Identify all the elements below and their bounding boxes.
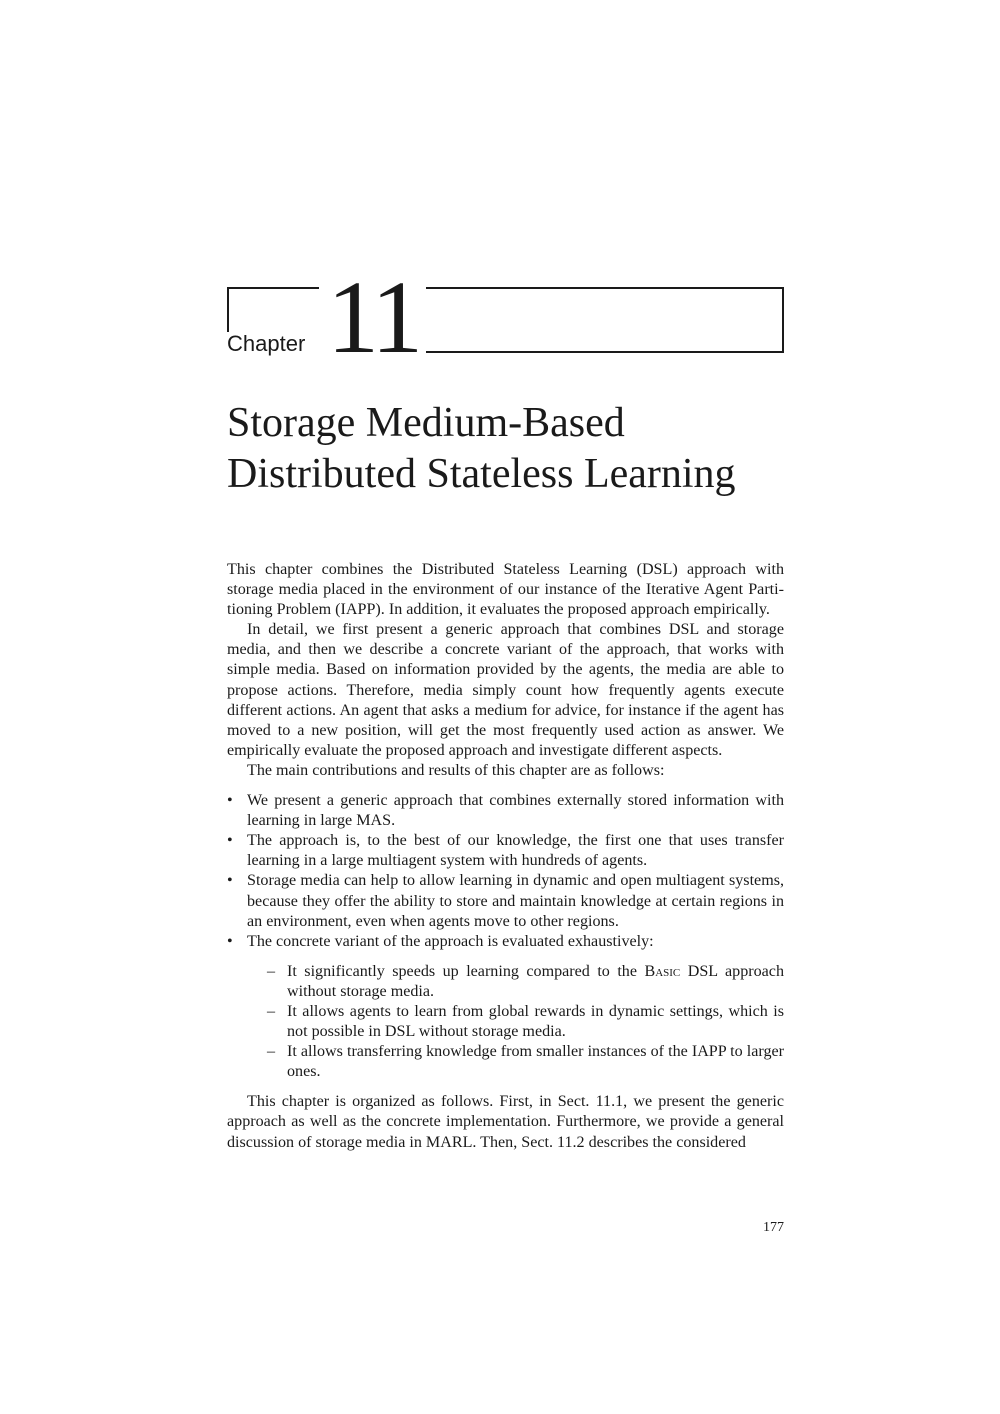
dash-mark: – xyxy=(267,1043,276,1061)
dash-mark: – xyxy=(267,962,276,980)
list-item-text: Storage media can help to allow learning in dynamic and open multiagent systems, because they offer the ability to store and maintain knowledge at certain regions in an environment, even when agents move to other regions. xyxy=(247,872,784,930)
sublist-item-text-start: It significantly speeds up learning compared to the xyxy=(287,962,645,980)
chapter-number: 11 xyxy=(327,260,420,375)
chapter-left-bracket xyxy=(227,287,319,332)
evaluation-sublist xyxy=(267,962,784,1083)
chapter-title-line-1: Storage Medium-Based xyxy=(227,400,625,446)
intro-paragraph: This chapter combines the Distributed Stateless Learning (DSL) approach with storage media placed in the environment of our instance of the Iterative Agent Partitioning Problem (IAPP). In addition, it evaluates the proposed approach empirically. xyxy=(227,561,784,619)
list-item-text: We present a generic approach that combines externally stored information with learning in large MAS. xyxy=(247,792,784,830)
list-item-text: The concrete variant of the approach is evaluated exhaustively: xyxy=(247,932,654,950)
page-number: 177 xyxy=(763,1220,784,1235)
basic-smallcaps: Basic xyxy=(644,962,681,980)
list-item xyxy=(227,871,784,931)
sublist-item-text: It allows transferring knowledge from smaller instances of the IAPP to larger ones. xyxy=(287,1043,784,1081)
list-item xyxy=(227,932,784,1083)
organization-paragraph: This chapter is organized as follows. First, in Sect. 11.1, we present the generic approach as well as the concrete implementation. Furthermore, we provide a general discussion of storage media in MARL. Then, Sect. 11.2 describes the considered xyxy=(227,1093,784,1151)
contributions-intro: The main contributions and results of this chapter are as follows: xyxy=(247,761,665,779)
list-item xyxy=(227,791,784,831)
sublist-item-text-end: DSL approach without storage media. xyxy=(287,962,784,1000)
bullet-mark: • xyxy=(227,932,233,950)
contributions-list xyxy=(227,791,784,1082)
sublist-item-text: It allows agents to learn from global rewards in dynamic settings, which is not possible in DSL without storage media. xyxy=(287,1002,784,1041)
bullet-mark: • xyxy=(227,872,233,890)
list-item xyxy=(227,831,784,871)
sublist-item xyxy=(267,1002,784,1042)
detail-paragraph: In detail, we first present a generic approach that combines DSL and storage media, and then we describe a concrete variant of the approach, that works with simple media. Based on information provided by the agents, the media are able to propose actions. Therefore, media simply count how frequently agents execute different actions. An agent that asks a medium for advice, for instance if the agent has moved to a new position, will get the most frequently used action as answer. We empirically evaluate the proposed approach and investigate different aspects. xyxy=(227,621,784,759)
chapter-label: Chapter xyxy=(227,331,306,356)
dash-mark: – xyxy=(267,1002,276,1020)
sublist-item xyxy=(267,962,784,1002)
bullet-mark: • xyxy=(227,832,233,850)
list-item-text: The approach is, to the best of our knowledge, the first one that uses transfer learning in a large multiagent system with hundreds of agents. xyxy=(247,832,784,870)
chapter-title-line-2: Distributed Stateless Learning xyxy=(227,451,736,497)
chapter-title xyxy=(227,398,827,500)
sublist-item xyxy=(267,1042,784,1082)
chapter-body xyxy=(227,560,784,1153)
bullet-mark: • xyxy=(227,792,233,810)
chapter-right-box xyxy=(426,287,784,353)
